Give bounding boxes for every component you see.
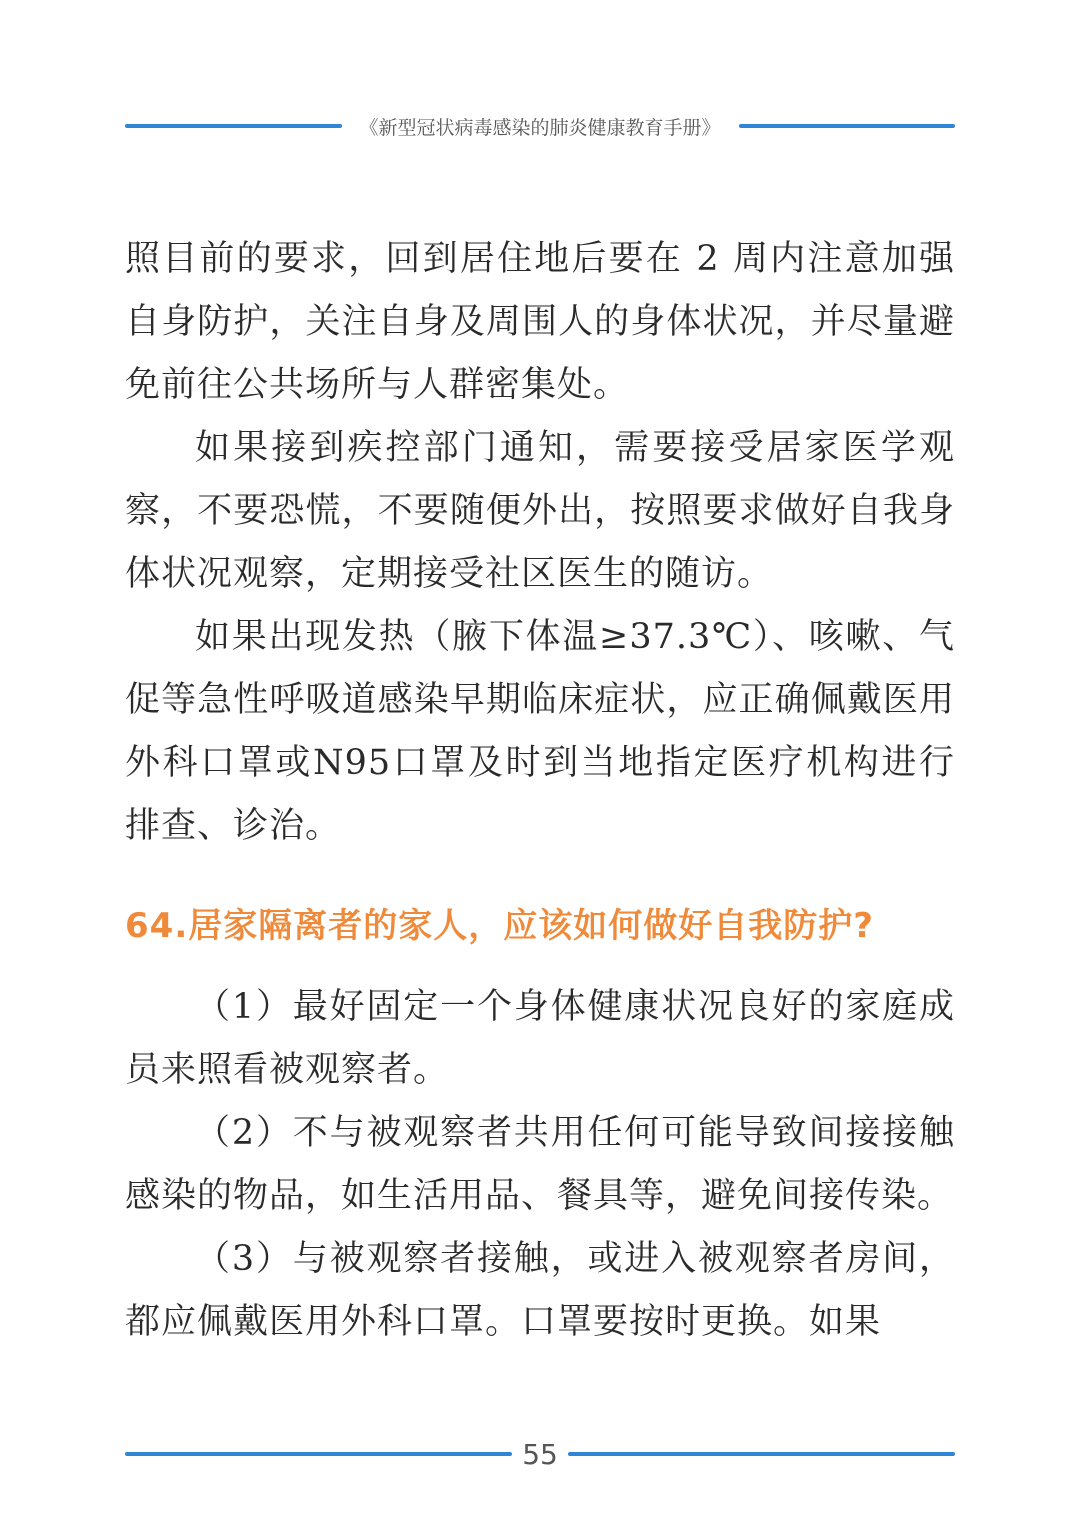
list-item-1: （1）最好固定一个身体健康状况良好的家庭成员来照看被观察者。 xyxy=(125,987,955,1090)
page-number: 55 xyxy=(522,1437,558,1471)
page-footer xyxy=(125,1432,955,1476)
book-title: 《新型冠状病毒感染的肺炎健康教育手册》 xyxy=(359,116,721,139)
body-paragraph-1: 照目前的要求，回到居住地后要在 2 周内注意加强自身防护，关注自身及周围人的身体状况，并尽量避免前往公共场所与人群密集处。 xyxy=(125,239,955,405)
body-paragraph-3: 如果出现发热（腋下体温≥37.3℃）、咳嗽、气促等急性呼吸道感染早期临床症状，应正确佩戴医用外科口罩或N95口罩及时到当地指定医疗机构进行排查、诊治。 xyxy=(125,617,955,846)
list-item-2: （2）不与被观察者共用任何可能导致间接接触感染的物品，如生活用品、餐具等，避免间接传染。 xyxy=(125,1113,955,1216)
footer-rule-left xyxy=(125,1452,512,1456)
header-rule-right xyxy=(739,124,956,128)
list-item-3: （3）与被观察者接触，或进入被观察者房间，都应佩戴医用外科口罩。口罩要按时更换。如果 xyxy=(125,1239,955,1342)
page-header xyxy=(125,106,955,146)
footer-rule-right xyxy=(568,1452,955,1456)
page-content xyxy=(125,228,955,1354)
body-paragraph-2: 如果接到疾控部门通知，需要接受居家医学观察，不要恐慌，不要随便外出，按照要求做好自我身体状况观察，定期接受社区医生的随访。 xyxy=(125,428,955,594)
section-heading: 64.居家隔离者的家人，应该如何做好自我防护? xyxy=(125,906,874,946)
header-rule-left xyxy=(125,124,342,128)
